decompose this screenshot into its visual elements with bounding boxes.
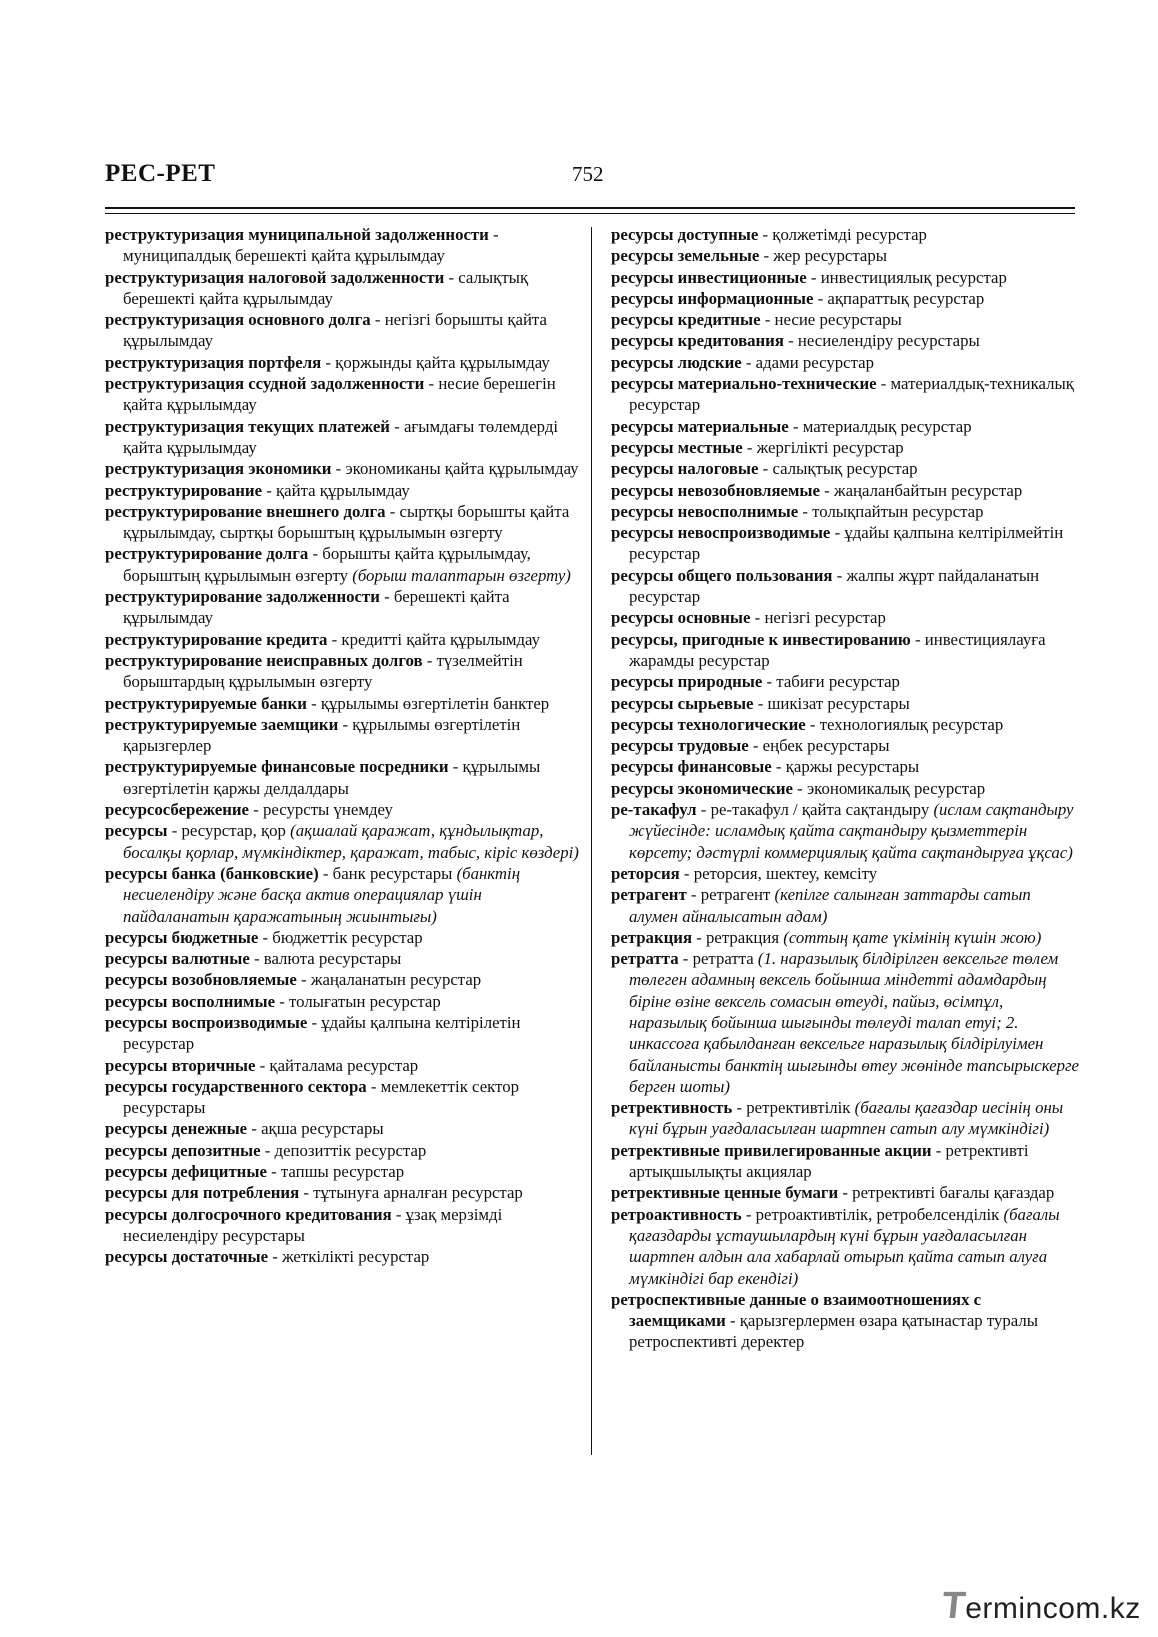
entry-term: реструктуризация основного долга — [105, 310, 371, 330]
entry-term: ресурсы невосполнимые — [611, 501, 799, 521]
entry-separator: - — [338, 714, 353, 734]
entry-separator: - — [422, 650, 437, 670]
entry-term: ресурсы депозитные — [105, 1140, 261, 1160]
entry-separator: - — [444, 267, 459, 287]
entry-term: ресурсы доступные — [611, 225, 759, 244]
entry-translation: ресурстар, қор — [181, 821, 286, 841]
entry-separator: - — [750, 608, 765, 628]
entry-term: ре-такафул — [611, 800, 697, 820]
dictionary-entry — [105, 863, 579, 927]
header-rule-thin — [105, 213, 1075, 214]
entry-translation: құрылымы өзгертілетін қарызгерлер — [123, 714, 521, 756]
dictionary-entry — [105, 586, 579, 629]
dictionary-entry — [105, 267, 579, 310]
entry-term: ресурсы сырьевые — [611, 693, 754, 713]
terminkom-logo — [939, 1585, 1152, 1630]
entry-separator: - — [268, 1247, 283, 1267]
entry-translation: жаңаланатын ресурстар — [310, 970, 482, 990]
entry-term: ресурсы восполнимые — [105, 991, 276, 1011]
entry-translation: несие берешегін қайта құрылымдау — [123, 374, 556, 415]
entry-translation: технологиялық ресурстар — [819, 714, 1004, 734]
dictionary-entry — [105, 1140, 579, 1161]
dictionary-entry — [105, 352, 579, 373]
entry-separator: - — [742, 437, 757, 457]
right-column — [611, 224, 1079, 1353]
entry-translation: салықтық ресурстар — [772, 459, 918, 479]
dictionary-entry — [611, 352, 1079, 373]
dictionary-entry — [105, 373, 579, 416]
entry-separator: - — [258, 927, 273, 947]
entry-term: ресурсы валютные — [105, 949, 250, 969]
left-column — [105, 224, 579, 1268]
entry-term: ресурсы технологические — [611, 714, 806, 734]
dictionary-entry — [105, 501, 579, 544]
dictionary-entry — [611, 671, 1079, 692]
entry-separator: - — [762, 672, 777, 692]
entry-translation: инвестициялық ресурстар — [820, 267, 1007, 287]
dictionary-entry — [105, 1161, 579, 1182]
entry-separator: - — [318, 863, 333, 883]
entry-translation: толықпайтын ресурстар — [812, 501, 984, 521]
entry-translation: ретрагент — [700, 885, 771, 905]
dictionary-entry — [611, 714, 1079, 735]
dictionary-entry — [611, 863, 1079, 884]
header-rule-thick — [105, 207, 1075, 209]
entry-term: ресурсы государственного сектора — [105, 1076, 367, 1096]
entry-term: ретроактивность — [611, 1204, 742, 1224]
entry-separator: - — [678, 949, 693, 969]
entry-term: ресурсы дефицитные — [105, 1162, 267, 1182]
entry-term: ретрективность — [611, 1098, 733, 1118]
dictionary-entry — [105, 629, 579, 650]
entry-term: ресурсы местные — [611, 437, 743, 457]
entry-separator: - — [249, 800, 263, 820]
entry-term: ресурсы информационные — [611, 288, 814, 308]
entry-translation: табиғи ресурстар — [776, 672, 900, 692]
dictionary-entry — [611, 565, 1079, 608]
entry-term: реструктуризация налоговой задолженности — [105, 267, 445, 287]
entry-term: ресурсосбережение — [105, 800, 250, 820]
dictionary-entry — [105, 991, 579, 1012]
entry-translation: несие ресурстары — [774, 310, 902, 330]
dictionary-entry — [105, 416, 579, 459]
dictionary-entry — [611, 884, 1079, 927]
dictionary-entry — [611, 480, 1079, 501]
entry-separator: - — [758, 225, 773, 244]
entry-separator: - — [760, 310, 775, 330]
dictionary-entry — [611, 267, 1079, 288]
dictionary-entry — [105, 799, 579, 820]
entry-translation: ақша ресурстары — [261, 1119, 384, 1139]
entry-separator: - — [379, 587, 394, 607]
entry-term: ресурсы возобновляемые — [105, 970, 297, 990]
entry-translation: шикізат ресурстары — [767, 693, 910, 713]
dictionary-entry — [105, 650, 579, 693]
entry-term: ретрагент — [611, 885, 687, 905]
entry-separator: - — [307, 1012, 322, 1032]
entry-separator: - — [783, 331, 798, 351]
entry-separator: - — [321, 352, 336, 372]
entry-term: ресурсы основные — [611, 608, 751, 628]
entry-translation: ретроактивтілік, ретробелсенділік — [755, 1204, 1000, 1224]
entry-separator: - — [741, 1204, 756, 1224]
entry-separator: - — [389, 416, 404, 436]
dictionary-entry — [611, 1140, 1079, 1183]
entry-term: ресурсы экономические — [611, 778, 793, 798]
entry-separator: - — [732, 1098, 747, 1118]
dictionary-entry — [105, 1055, 579, 1076]
entry-translation: түзелмейтін борыштардың құрылымын өзгерту — [123, 650, 523, 692]
dictionary-entry — [105, 1246, 579, 1267]
entry-translation: материалдық ресурстар — [802, 416, 972, 436]
entry-separator: - — [910, 629, 925, 649]
dictionary-entry — [105, 1118, 579, 1139]
entry-separator: - — [753, 693, 768, 713]
entry-translation: ретратта — [692, 949, 754, 969]
entry-term: ретракция — [611, 927, 693, 947]
dictionary-entry — [105, 714, 579, 757]
entry-translation: ретрективті артықшылықты акциялар — [629, 1140, 1029, 1182]
entry-separator: - — [806, 267, 821, 287]
logo-text: ermincom.kz — [965, 1592, 1141, 1625]
entry-term: ресурсы вторичные — [105, 1055, 256, 1075]
dictionary-entry — [611, 756, 1079, 777]
column-divider — [591, 227, 592, 1455]
dictionary-entry — [611, 522, 1079, 565]
entry-term: ретрективные ценные бумаги — [611, 1183, 839, 1203]
entry-separator: - — [686, 885, 701, 905]
header-title: РЕС-РЕТ — [105, 160, 216, 187]
entry-translation: ресурсты үнемдеу — [263, 800, 393, 820]
entry-separator: - — [931, 1140, 946, 1160]
logo-letter: T — [939, 1585, 968, 1627]
entry-term: ресурсы финансовые — [611, 757, 772, 777]
entry-term: реструктурируемые заемщики — [105, 714, 339, 734]
entry-separator: - — [759, 246, 774, 266]
entry-separator: - — [876, 374, 891, 394]
dictionary-entry — [611, 735, 1079, 756]
entry-translation: жергілікті ресурстар — [756, 437, 904, 457]
entry-separator: - — [385, 501, 400, 521]
entry-term: реструктурируемые финансовые посредники — [105, 757, 449, 777]
entry-separator: - — [748, 736, 763, 756]
entry-translation: негізгі ресурстар — [764, 608, 886, 628]
entry-term: ресурсы земельные — [611, 246, 760, 266]
entry-translation: қолжетімді ресурстар — [772, 225, 927, 244]
entry-term: реструктуризация текущих платежей — [105, 416, 390, 436]
entry-term: реструктуризация портфеля — [105, 352, 322, 372]
entry-translation: қайта құрылымдау — [276, 480, 410, 500]
entry-term: реструктурирование задолженности — [105, 587, 380, 607]
dictionary-entry — [611, 799, 1079, 863]
entry-translation: ре-такафул / қайта сақтандыру — [710, 800, 930, 820]
entry-note: (ислам сақтандыру жүйесінде: исламдық қайта сақтандыру қызметтерін көрсету; дәстүрлі коммерциялық қайта сақтандыруға ұқсас) — [629, 800, 1074, 862]
entry-translation: банк ресурстары — [332, 863, 453, 883]
entry-term: ресурсы кредитования — [611, 331, 784, 351]
entry-translation: несиелендіру ресурстары — [797, 331, 980, 351]
entry-term: ретроспективные данные о взаимоотношениях с заемщиками — [611, 1289, 982, 1331]
entry-translation: муниципалдық берешекті қайта құрылымдау — [123, 246, 445, 266]
entry-separator: - — [798, 501, 813, 521]
dictionary-entry — [611, 416, 1079, 437]
entry-separator: - — [448, 757, 463, 777]
dictionary-entry — [611, 1097, 1079, 1140]
entry-term: реструктурирование — [105, 480, 263, 500]
dictionary-entry — [105, 480, 579, 501]
entry-translation: депозиттік ресурстар — [274, 1140, 427, 1160]
dictionary-entry — [105, 693, 579, 714]
dictionary-entry — [611, 437, 1079, 458]
dictionary-entry — [611, 330, 1079, 351]
entry-translation: ұзақ мерзімді несиелендіру ресурстары — [123, 1204, 503, 1245]
dictionary-entry — [611, 309, 1079, 330]
entry-separator: - — [679, 863, 694, 883]
entry-translation: борышты қайта құрылымдау, борыштың құрылымын өзгерту — [123, 544, 531, 585]
entry-translation: жеткілікті ресурстар — [282, 1247, 430, 1267]
dictionary-entry — [105, 969, 579, 990]
entry-term: ресурсы бюджетные — [105, 927, 259, 947]
dictionary-entry — [611, 948, 1079, 1097]
entry-separator: - — [758, 459, 773, 479]
entry-separator: - — [167, 821, 182, 841]
entry-term: ресурсы невозобновляемые — [611, 480, 820, 500]
entry-separator: - — [391, 1204, 406, 1224]
entry-separator: - — [741, 352, 756, 372]
entry-separator: - — [788, 416, 803, 436]
entry-separator: - — [424, 374, 439, 394]
entry-separator: - — [262, 480, 276, 500]
dictionary-entry — [105, 927, 579, 948]
entry-term: ресурсы трудовые — [611, 736, 749, 756]
entry-term: ресурсы общего пользования — [611, 565, 833, 585]
entry-term: ресурсы достаточные — [105, 1247, 269, 1267]
entry-term: ресурсы воспроизводимые — [105, 1012, 308, 1032]
entry-separator: - — [370, 310, 385, 330]
entry-translation: құрылымы өзгертілетін қаржы делдалдары — [123, 757, 541, 798]
entry-separator: - — [488, 225, 499, 244]
entry-term: ресурсы, пригодные к инвестированию — [611, 629, 911, 649]
dictionary-entry — [611, 1204, 1079, 1289]
entry-term: ресурсы для потребления — [105, 1183, 300, 1203]
entry-translation: құрылымы өзгертілетін банктер — [320, 693, 550, 713]
entry-note: (1. наразылық білдірілген вексельге төлем төлеген адамның вексель бойынша міндетті адамдардың біріне өзіне вексель сомасын өтеуді, пайыз, өсімпұл, наразылық бойынша шығынды төлеуді талап етуі; 2. инкассоға қабылданған вексельге наразылық білдірілуімен байланысты банктің шығынды өтеу жөнінде тапсырыскерге берген шоты) — [629, 949, 1079, 1096]
entry-separator: - — [792, 778, 807, 798]
entry-term: ресурсы невоспроизводимые — [611, 523, 831, 543]
entry-term: ресурсы банка (банковские) — [105, 863, 319, 883]
page-number: 752 — [572, 162, 604, 186]
entry-separator: - — [830, 523, 845, 543]
entry-translation: ақпараттық ресурстар — [827, 288, 985, 308]
entry-translation: тапшы ресурстар — [280, 1162, 405, 1182]
dictionary-entry — [611, 288, 1079, 309]
entry-separator: - — [296, 970, 311, 990]
dictionary-entry — [611, 927, 1079, 948]
dictionary-entry — [611, 1182, 1079, 1203]
dictionary-entry — [611, 629, 1079, 672]
entry-translation: қайталама ресурстар — [269, 1055, 419, 1075]
entry-translation: экономикалық ресурстар — [806, 778, 986, 798]
entry-term: ресурсы денежные — [105, 1119, 248, 1139]
entry-separator: - — [805, 714, 820, 734]
entry-translation: мемлекеттік сектор ресурстары — [123, 1076, 519, 1118]
entry-term: ресурсы людские — [611, 352, 742, 372]
entry-separator: - — [275, 991, 290, 1011]
entry-term: ресурсы природные — [611, 672, 763, 692]
entry-note: (соттың қате үкімінің күшін жою) — [783, 927, 1042, 947]
entry-translation: реторсия, шектеу, кемсіту — [693, 863, 878, 883]
entry-term: ресурсы кредитные — [611, 310, 761, 330]
dictionary-entry — [105, 1182, 579, 1203]
entry-note: (бағалы қағаздар иесінің оны күні бұрын уағдаласылған шартпен сатып алу мүмкіндігі) — [629, 1098, 1064, 1139]
entry-term: реструктурирование кредита — [105, 629, 328, 649]
entry-translation: қарызгерлермен өзара қатынастар туралы ретроспективті деректер — [629, 1311, 1038, 1352]
entry-translation: жер ресурстары — [773, 246, 888, 266]
entry-translation: экономиканы қайта құрылымдау — [345, 459, 579, 479]
entry-term: ретрективные привилегированные акции — [611, 1140, 932, 1160]
entry-term: ресурсы долгосрочного кредитования — [105, 1204, 392, 1224]
entry-separator: - — [331, 459, 346, 479]
entry-term: ресурсы — [105, 821, 168, 841]
entry-term: реструктуризация экономики — [105, 459, 332, 479]
entry-translation: жалпы жұрт пайдаланатын ресурстар — [629, 565, 1040, 607]
dictionary-entry — [105, 309, 579, 352]
entry-separator: - — [249, 949, 264, 969]
dictionary-entry — [105, 1204, 579, 1247]
dictionary-entry — [611, 373, 1079, 416]
entry-note: (борыш талаптарын өзгерту) — [352, 565, 571, 585]
entry-note: (ақшалай қаражат, құндылықтар, босалқы қорлар, мүмкіндіктер, қаражат, табыс, кіріс көздері) — [123, 821, 579, 862]
entry-separator: - — [832, 565, 847, 585]
dictionary-entry — [105, 1012, 579, 1055]
entry-note: (бағалы қағаздарды ұстаушылардың күні бұрын уағдаласылған шартпен алдын ала хабарлай отырып қайта сатып алуға мүмкіндігі бар екендігі) — [629, 1204, 1060, 1288]
entry-translation: валюта ресурстары — [263, 949, 402, 969]
dictionary-entry — [105, 543, 579, 586]
entry-term: реструктуризация муниципальной задолженности — [105, 225, 489, 244]
dictionary-entry — [105, 756, 579, 799]
entry-translation: ағымдағы төлемдерді қайта құрылымдау — [123, 416, 559, 457]
entry-translation: қоржынды қайта құрылымдау — [335, 352, 550, 372]
dictionary-entry — [611, 245, 1079, 266]
entry-translation: ретрективтілік — [746, 1098, 851, 1118]
entry-separator: - — [327, 629, 342, 649]
entry-translation: инвестициялауға жарамды ресурстар — [629, 629, 1046, 670]
entry-note: (банктің несиелендіру және басқа актив операциялар үшін пайдаланатын қаражатының жиынтығы) — [123, 863, 521, 926]
entry-separator: - — [813, 288, 828, 308]
entry-translation: адами ресурстар — [755, 352, 874, 372]
entry-term: реторсия — [611, 863, 680, 883]
entry-separator: - — [308, 544, 323, 564]
entry-translation: салықтық берешекті қайта құрылымдау — [123, 267, 529, 308]
dictionary-entry — [611, 224, 1079, 245]
entry-translation: материалдық-техникалық ресурстар — [629, 374, 1074, 415]
dictionary-entry — [105, 820, 579, 863]
entry-translation: бюджеттік ресурстар — [272, 927, 423, 947]
entry-separator: - — [247, 1119, 262, 1139]
entry-translation: сыртқы борышты қайта құрылымдау, сыртқы борыштың құрылымын өзгерту — [123, 501, 570, 543]
dictionary-entry — [611, 1289, 1079, 1353]
entry-term: реструктурирование неисправных долгов — [105, 650, 423, 670]
entry-separator: - — [819, 480, 834, 500]
entry-translation: жаңаланбайтын ресурстар — [833, 480, 1023, 500]
entry-translation: еңбек ресурстары — [762, 736, 890, 756]
entry-translation: кредитті қайта құрылымдау — [341, 629, 541, 649]
entry-translation: берешекті қайта құрылымдау — [123, 587, 510, 628]
entry-separator: - — [838, 1183, 853, 1203]
entry-separator: - — [299, 1183, 314, 1203]
entry-separator: - — [306, 693, 321, 713]
entry-term: реструктуризация ссудной задолженности — [105, 374, 425, 394]
entry-term: ретратта — [611, 949, 679, 969]
entry-separator: - — [692, 927, 707, 947]
entry-term: реструктурирование внешнего долга — [105, 501, 386, 521]
dictionary-entry — [611, 458, 1079, 479]
entry-translation: ұдайы қалпына келтірілетін ресурстар — [123, 1012, 521, 1054]
entry-separator: - — [255, 1055, 270, 1075]
dictionary-entry — [105, 948, 579, 969]
dictionary-entry — [105, 458, 579, 479]
entry-separator: - — [266, 1162, 281, 1182]
entry-term: ресурсы налоговые — [611, 459, 759, 479]
dictionary-entry — [611, 607, 1079, 628]
entry-term: реструктурируемые банки — [105, 693, 307, 713]
entry-separator: - — [771, 757, 786, 777]
entry-separator: - — [725, 1311, 740, 1331]
dictionary-entry — [105, 224, 579, 267]
entry-separator: - — [260, 1140, 275, 1160]
dictionary-entry — [611, 778, 1079, 799]
dictionary-entry — [611, 693, 1079, 714]
entry-term: реструктурирование долга — [105, 544, 309, 564]
entry-note: (кепілге салынған заттарды сатып алумен айналысатын адам) — [629, 885, 1031, 926]
entry-translation: қаржы ресурстары — [785, 757, 920, 777]
entry-translation: ретрективті бағалы қағаздар — [852, 1183, 1055, 1203]
entry-translation: тұтынуға арналған ресурстар — [313, 1183, 523, 1203]
entry-translation: ұдайы қалпына келтірілмейтін ресурстар — [629, 523, 1064, 564]
entry-translation: толығатын ресурстар — [289, 991, 441, 1011]
entry-term: ресурсы материальные — [611, 416, 789, 436]
dictionary-entry — [611, 501, 1079, 522]
dictionary-entry — [105, 1076, 579, 1119]
entry-separator: - — [696, 800, 711, 820]
entry-separator: - — [366, 1076, 381, 1096]
entry-translation: негізгі борышты қайта құрылымдау — [123, 310, 547, 351]
entry-term: ресурсы инвестиционные — [611, 267, 807, 287]
entry-translation: ретракция — [706, 927, 780, 947]
entry-term: ресурсы материально-технические — [611, 374, 877, 394]
